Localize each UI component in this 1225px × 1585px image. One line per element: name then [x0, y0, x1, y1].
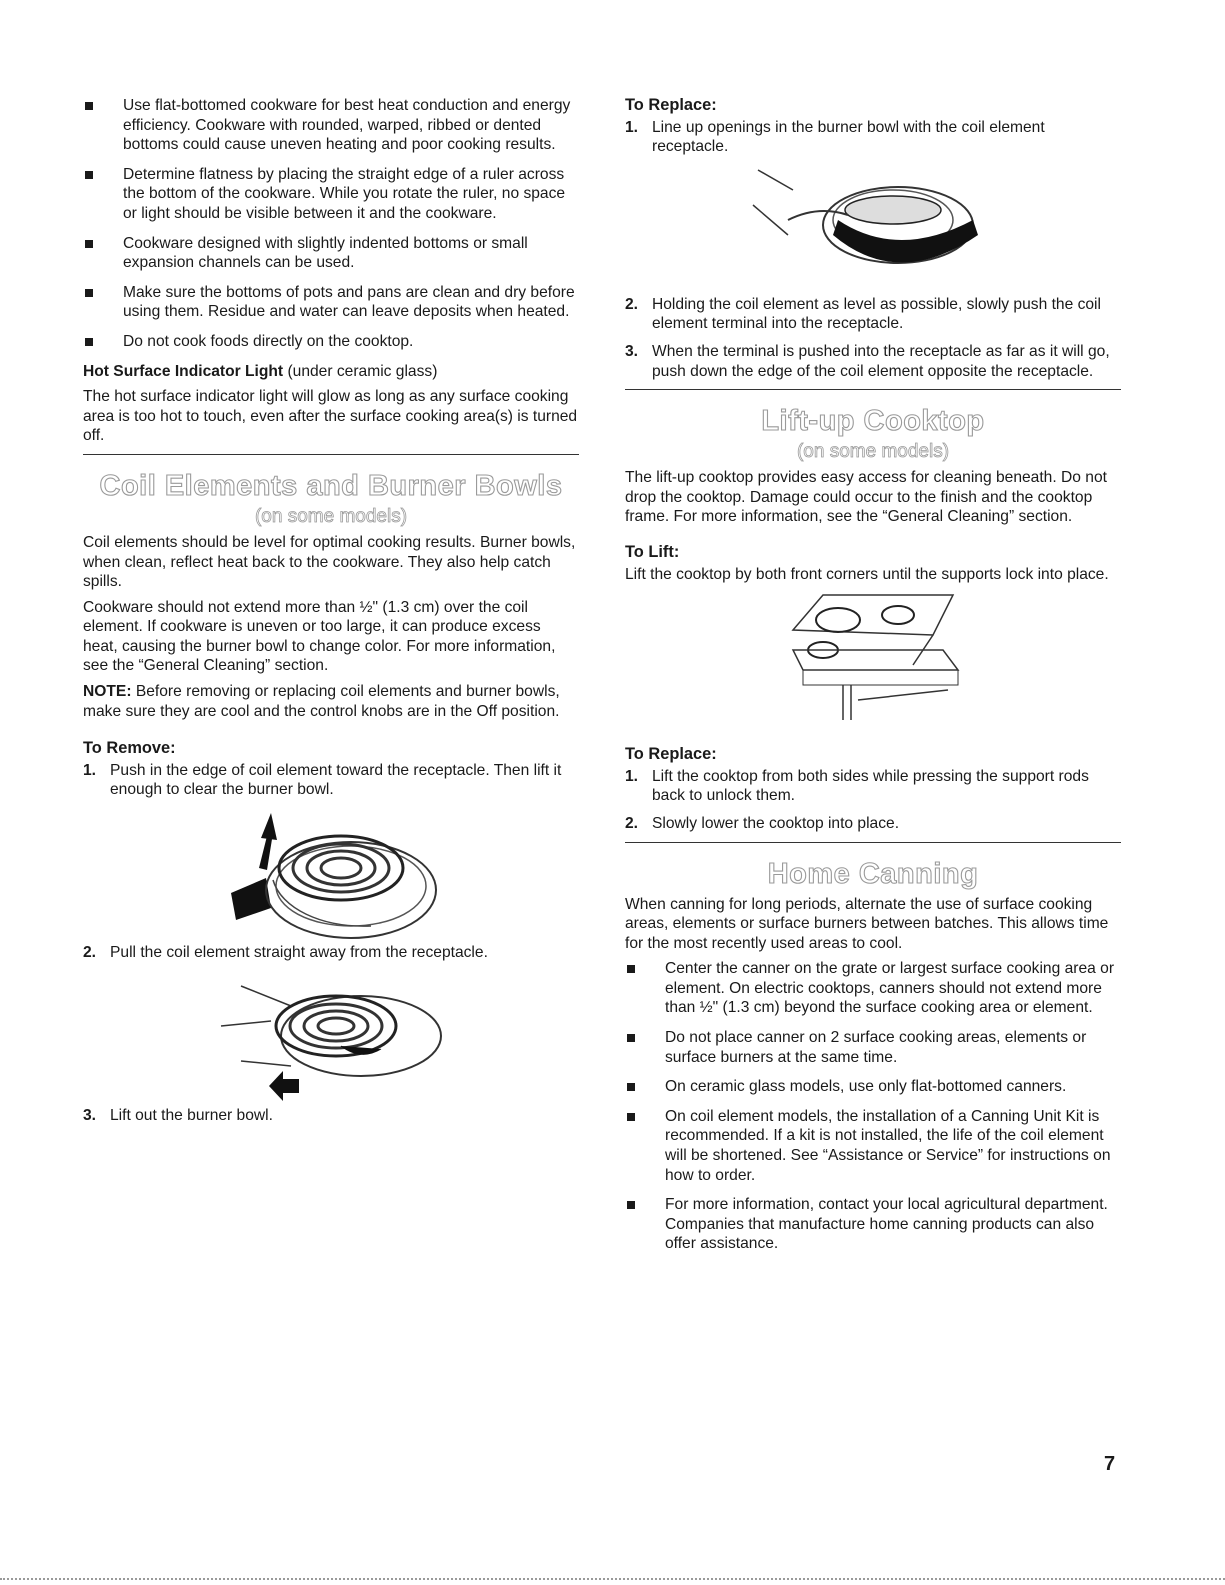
- list-item: Use flat-bottomed cookware for best heat conduction and energy efficiency. Cookware with rounded, warped, ribbed or dented bottoms could cause uneven heating and poor cooking results.: [83, 96, 579, 155]
- step-number: 1.: [83, 761, 97, 779]
- left-column: [83, 96, 579, 1133]
- cookware-bullet-list: [83, 96, 579, 352]
- list-item: For more information, contact your local agricultural department. Companies that manufacture home canning products can also offer assistance.: [625, 1195, 1121, 1254]
- push-coil-illustration: [211, 808, 451, 943]
- to-remove-heading: To Remove:: [83, 739, 176, 758]
- canning-paragraph: When canning for long periods, alternate the use of surface cooking areas, elements or surface burners between batches. This allows time for the most recently used areas to cool.: [625, 895, 1109, 952]
- list-item: On coil element models, the installation of a Canning Unit Kit is recommended. If a kit is not installed, the life of the coil element will be shortened. See “Assistance or Service” for instructions on how to order.: [625, 1107, 1121, 1185]
- hot-surface-title-suffix: (under ceramic glass): [283, 362, 438, 380]
- hot-surface-text: The hot surface indicator light will glow as long as any surface cooking area is too hot to touch, even after the surface cooking area(s) is turned off.: [83, 388, 578, 445]
- step-text: Line up openings in the burner bowl with the coil element receptacle.: [652, 118, 1045, 156]
- coil-paragraph-2: Cookware should not extend more than ½" (1.3 cm) over the coil element. If cookware is uneven or too large, it can produce excess heat, causing the burner bowl to change color. For more information, see the “General Cleaning” section.: [83, 598, 556, 675]
- step-item: [83, 943, 579, 963]
- remove-steps-final: [83, 1106, 579, 1126]
- section-divider: [83, 454, 579, 455]
- list-item: On ceramic glass models, use only flat-bottomed canners.: [625, 1077, 1121, 1097]
- right-column: [625, 96, 1121, 1264]
- remove-steps: [83, 761, 579, 800]
- scan-edge-divider: [0, 1578, 1225, 1580]
- coil-note: [83, 682, 579, 721]
- hot-surface-heading: [83, 362, 579, 382]
- list-item: Determine flatness by placing the straight edge of a ruler across the bottom of the cookware. While you rotate the ruler, no space or light should be visible between it and the cookware.: [83, 165, 579, 224]
- canning-section-title: Home Canning: [767, 857, 979, 890]
- to-replace-cooktop-heading: To Replace:: [625, 745, 717, 764]
- to-lift-text: Lift the cooktop by both front corners until the supports lock into place.: [625, 565, 1109, 583]
- step-text: When the terminal is pushed into the receptacle as far as it will go, push down the edge of the coil element opposite the receptacle.: [652, 342, 1110, 380]
- hot-surface-title: Hot Surface Indicator Light: [83, 362, 284, 380]
- step-text: Holding the coil element as level as possible, slowly push the coil element terminal into the receptacle.: [652, 295, 1101, 333]
- remove-steps-cont: [83, 943, 579, 963]
- step-number: 3.: [625, 342, 639, 360]
- replace-cooktop-steps: [625, 767, 1121, 834]
- pull-coil-illustration: [211, 971, 451, 1106]
- note-text: Before removing or replacing coil elements and burner bowls, make sure they are cool and the control knobs are in the Off position.: [83, 683, 560, 720]
- liftup-section-title: Lift-up Cooktop: [761, 405, 985, 438]
- replace-coil-steps: [625, 118, 1121, 157]
- step-item: [625, 814, 1121, 834]
- step-item: [83, 1106, 579, 1126]
- step-number: 3.: [83, 1106, 97, 1124]
- list-item: Do not cook foods directly on the cooktop.: [83, 332, 579, 352]
- step-item: [625, 767, 1121, 806]
- step-item: [625, 342, 1121, 381]
- step-item: [625, 295, 1121, 334]
- list-item: Do not place canner on 2 surface cooking areas, elements or surface burners at the same time.: [625, 1028, 1121, 1067]
- step-number: 2.: [83, 944, 97, 962]
- step-text: Slowly lower the cooktop into place.: [652, 814, 900, 832]
- list-item: Make sure the bottoms of pots and pans are clean and dry before using them. Residue and water can leave deposits when heated.: [83, 283, 579, 322]
- to-lift-heading: To Lift:: [625, 542, 680, 561]
- step-item: [625, 118, 1121, 157]
- step-number: 2.: [625, 295, 639, 313]
- step-item: [83, 761, 579, 800]
- liftup-section-subtitle: (on some models): [796, 441, 950, 463]
- canning-bullet-list: [625, 959, 1121, 1254]
- note-label: NOTE:: [83, 683, 132, 701]
- coil-section-title: Coil Elements and Burner Bowls: [99, 469, 563, 502]
- step-number: 2.: [625, 814, 639, 832]
- step-text: Push in the edge of coil element toward the receptacle. Then lift it enough to clear the burner bowl.: [110, 761, 562, 799]
- section-divider: [625, 389, 1121, 390]
- coil-paragraph-1: Coil elements should be level for optimal cooking results. Burner bowls, when clean, reflect heat back to the cookware. They also help catch spills.: [83, 533, 576, 591]
- page-number: 7: [1104, 1453, 1116, 1475]
- replace-coil-steps-cont: [625, 295, 1121, 381]
- liftup-paragraph: The lift-up cooktop provides easy access for cleaning beneath. Do not drop the cooktop. Damage could occur to the finish and the cooktop frame. For more information, see the “General Cleaning” section.: [625, 469, 1107, 526]
- step-text: Lift the cooktop from both sides while pressing the support rods back to unlock them.: [652, 767, 1089, 805]
- step-text: Lift out the burner bowl.: [110, 1106, 273, 1124]
- section-divider: [625, 842, 1121, 843]
- list-item: Cookware designed with slightly indented bottoms or small expansion channels can be used.: [83, 234, 579, 273]
- step-number: 1.: [625, 118, 639, 136]
- step-number: 1.: [625, 767, 639, 785]
- liftup-cooktop-illustration: [783, 590, 963, 725]
- step-text: Pull the coil element straight away from the receptacle.: [110, 944, 488, 962]
- list-item: Center the canner on the grate or largest surface cooking area or element. On electric cooktops, canners should not extend more than ½" (1.3 cm) beyond the surface cooking area or element.: [625, 959, 1121, 1018]
- burner-bowl-illustration: [748, 165, 998, 295]
- to-replace-coil-heading: To Replace:: [625, 96, 717, 114]
- coil-section-subtitle: (on some models): [254, 505, 408, 527]
